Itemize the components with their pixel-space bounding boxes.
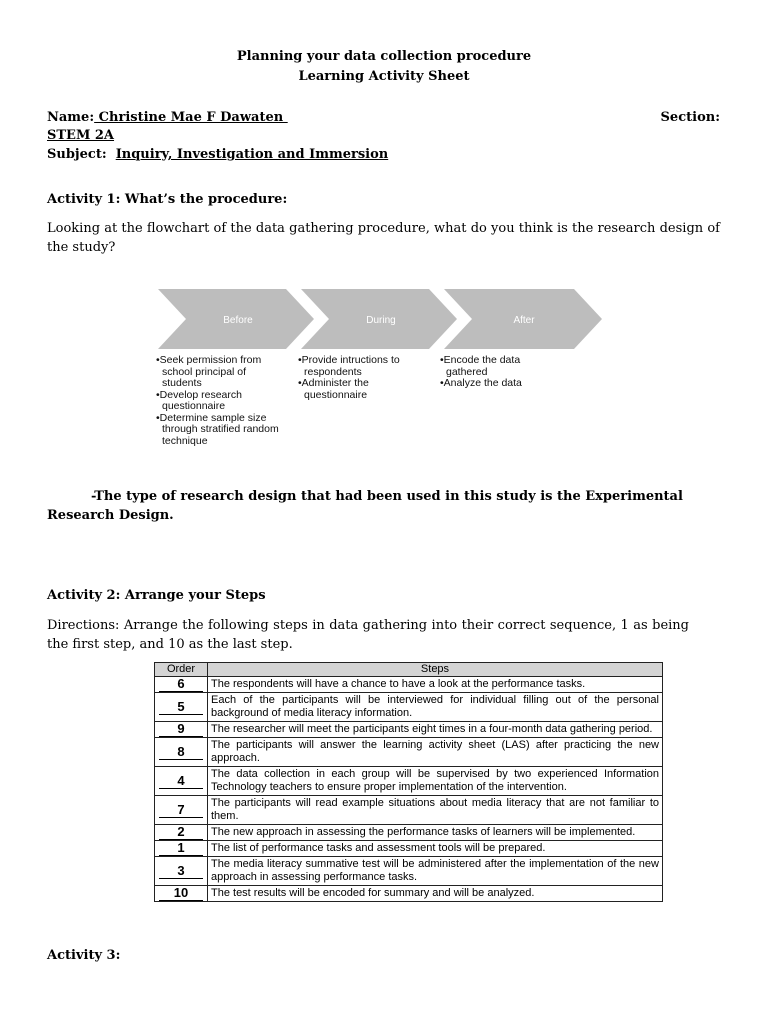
- activity1-question: Looking at the flowchart of the data gathering procedure, what do you think is the research design of the study?: [47, 221, 720, 255]
- table-row: [155, 857, 663, 886]
- table-row: [155, 886, 663, 902]
- subject-row: [47, 147, 388, 162]
- activity2-heading: Activity 2: Arrange your Steps: [47, 588, 266, 603]
- order-value: 4: [159, 774, 203, 789]
- order-cell: [155, 796, 208, 825]
- table-header-row: [155, 663, 663, 677]
- order-cell: [155, 722, 208, 738]
- order-cell: [155, 738, 208, 767]
- section-label: Section:: [660, 110, 720, 125]
- section-value: STEM 2A: [47, 128, 115, 143]
- order-value: 6: [159, 677, 203, 692]
- order-cell: [155, 886, 208, 902]
- step-cell: The data collection in each group will be supervised by two experienced Information Technology teachers to ensure proper implementation of the intervention.: [208, 767, 663, 796]
- table-row: [155, 738, 663, 767]
- flowchart-chevrons: [156, 288, 606, 350]
- list-item: •Provide intructions to respondents: [298, 354, 400, 378]
- name-value: Christine Mae F Dawaten: [94, 110, 288, 125]
- list-item: •Seek permission from school principal of students: [156, 354, 262, 389]
- order-value: 10: [159, 886, 203, 901]
- document-subtitle: Learning Activity Sheet: [298, 69, 470, 84]
- document-title: Planning your data collection procedure: [236, 49, 532, 64]
- name-label: Name:: [47, 110, 95, 125]
- table-row: [155, 693, 663, 722]
- order-value: 5: [159, 700, 203, 715]
- table-row: [155, 767, 663, 796]
- before-list: [156, 355, 286, 447]
- step-cell: Each of the participants will be interviewed for individual filling out of the personal background of media literacy information.: [208, 693, 663, 722]
- list-item: •Encode the data gathered: [440, 354, 521, 378]
- order-value: 3: [159, 864, 203, 879]
- step-cell: The researcher will meet the participants eight times in a four-month data gathering period.: [208, 722, 663, 738]
- chevron-during-label: During: [366, 315, 396, 326]
- step-cell: The participants will answer the learning activity sheet (LAS) after practicing the new approach.: [208, 738, 663, 767]
- step-cell: The media literacy summative test will be administered after the implementation of the new approach in assessing performance tasks.: [208, 857, 663, 886]
- order-cell: [155, 693, 208, 722]
- chevron-after-label: After: [513, 315, 535, 326]
- table-row: [155, 841, 663, 857]
- steps-column-header: Steps: [208, 663, 663, 677]
- activity2-directions: Directions: Arrange the following steps in data gathering into their correct sequence, 1 as being the first step, and 10 as the last step.: [47, 618, 689, 652]
- order-value: 1: [159, 841, 203, 856]
- activity3-heading: Activity 3:: [47, 948, 121, 963]
- table-row: [155, 796, 663, 825]
- table-row: [155, 825, 663, 841]
- order-cell: [155, 825, 208, 841]
- order-cell: [155, 841, 208, 857]
- chevron-before-label: Before: [223, 315, 253, 326]
- during-list: [298, 355, 428, 401]
- subject-label: Subject:: [47, 147, 107, 162]
- list-item: •Analyze the data: [440, 377, 522, 389]
- order-value: 2: [159, 825, 203, 840]
- order-value: 9: [159, 722, 203, 737]
- order-cell: [155, 857, 208, 886]
- step-cell: The new approach in assessing the performance tasks of learners will be implemented.: [208, 825, 663, 841]
- after-list: [440, 355, 560, 390]
- activity1-answer: -The type of research design that had been used in this study is the Experimental Research Design.: [47, 489, 683, 523]
- table-row: [155, 722, 663, 738]
- flowchart: [156, 288, 606, 458]
- order-cell: [155, 677, 208, 693]
- step-cell: The respondents will have a chance to have a look at the performance tasks.: [208, 677, 663, 693]
- list-item: •Develop research questionnaire: [156, 388, 242, 412]
- list-item: •Determine sample size through stratified random technique: [156, 411, 279, 447]
- order-value: 7: [159, 803, 203, 818]
- table-row: [155, 677, 663, 693]
- order-cell: [155, 767, 208, 796]
- activity1-heading: Activity 1: What’s the procedure:: [47, 192, 288, 207]
- order-column-header: Order: [155, 663, 208, 677]
- steps-table: [154, 662, 663, 902]
- step-cell: The participants will read example situations about media literacy that are not familiar to them.: [208, 796, 663, 825]
- step-cell: The list of performance tasks and assessment tools will be prepared.: [208, 841, 663, 857]
- name-row: [47, 110, 288, 125]
- order-value: 8: [159, 745, 203, 760]
- step-cell: The test results will be encoded for summary and will be analyzed.: [208, 886, 663, 902]
- subject-value: Inquiry, Investigation and Immersion: [115, 147, 389, 162]
- list-item: •Administer the questionnaire: [298, 377, 369, 401]
